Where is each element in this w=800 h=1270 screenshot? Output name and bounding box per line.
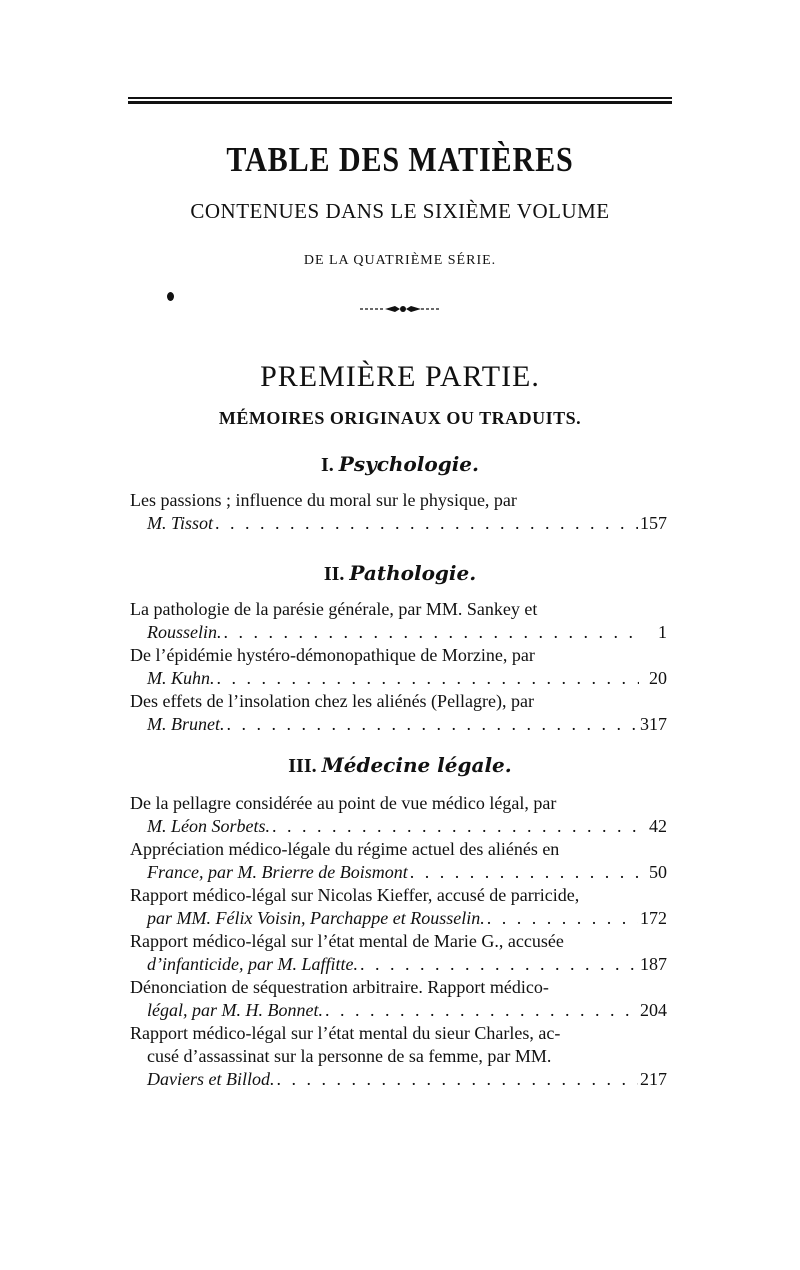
section-heading-psychologie [0,452,800,477]
toc-entry[interactable] [130,792,667,838]
dot-leader [226,713,638,736]
toc-entry[interactable] [130,489,667,535]
entry-author: M. Kuhn. [147,668,215,688]
entry-author: M. Léon Sorbets. [147,816,270,836]
toc-entry[interactable] [130,976,667,1022]
entry-page: 317 [640,714,667,734]
section-number: III. [288,755,317,777]
section-entries [130,489,667,535]
fleuron-ornament-icon [0,297,800,321]
entry-page: 187 [640,954,667,974]
section-entries [130,598,667,736]
series-line: DE LA QUATRIÈME SÉRIE. [303,253,497,268]
entry-text-continuation: cusé d’assassinat sur la personne de sa femme, par MM. [147,1046,552,1066]
entry-text: Les passions ; influence du moral sur le physique, par [130,490,517,510]
entry-page: 217 [640,1069,667,1089]
dot-leader [276,1068,638,1091]
entry-author: légal, par M. H. Bonnet. [147,1000,323,1020]
entry-text: Appréciation médico-légale du régime actuel des aliénés en [130,839,560,859]
entry-page: 20 [649,668,667,688]
section-heading-medecine-legale [0,753,800,778]
entry-text: Des effets de l’insolation chez les aliénés (Pellagre), par [130,691,535,711]
entry-author: par MM. Félix Voisin, Parchappe et Rousselin. [147,908,485,928]
entry-text: Rapport médico-légal sur l’état mental de Marie G., accusée [130,931,564,951]
dot-leader [325,999,638,1022]
entry-text: Dénonciation de séquestration arbitraire. Rapport médico- [130,977,549,997]
entry-text: La pathologie de la parésie générale, par MM. Sankey et [130,599,538,619]
dot-leader [272,815,639,838]
entry-author: France, par M. Brierre de Boismont [147,862,408,882]
entry-page: 1 [658,622,667,642]
entry-author: M. Tissot [147,513,214,533]
dot-leader [215,512,638,535]
entry-page: 157 [640,513,667,533]
part-title: PREMIÈRE PARTIE. [260,360,540,393]
entry-text: De la pellagre considérée au point de vue médico légal, par [130,793,557,813]
ink-speck [167,292,174,301]
toc-entry[interactable] [130,690,667,736]
entry-author: Rousselin. [147,622,222,642]
entry-text: Rapport médico-légal sur Nicolas Kieffer, accusé de parricide, [130,885,580,905]
rule-line-thick [128,101,672,104]
entry-text: Rapport médico-légal sur l’état mental du sieur Charles, ac- [130,1023,561,1043]
dot-leader [487,907,638,930]
dot-leader [224,621,640,644]
section-number: II. [323,563,345,585]
entry-page: 42 [649,816,667,836]
top-double-rule [128,97,672,104]
entry-text: De l’épidémie hystéro-démonopathique de Morzine, par [130,645,535,665]
toc-entry[interactable] [130,884,667,930]
page-title: TABLE DES MATIÈRES [226,140,574,179]
dot-leader [360,953,638,976]
section-entries [130,792,667,1091]
entry-page: 50 [649,862,667,882]
section-heading-pathologie [0,561,800,586]
section-name: Médecine légale. [321,753,512,777]
entry-author: M. Brunet. [147,714,225,734]
section-name: Psychologie. [338,452,479,476]
toc-entry[interactable] [130,598,667,644]
page-subtitle: CONTENUES DANS LE SIXIÈME VOLUME [190,199,610,223]
dot-leader [410,861,639,884]
part-subtitle: MÉMOIRES ORIGINAUX OU TRADUITS. [218,408,582,428]
entry-page: 172 [640,908,667,928]
toc-entry[interactable] [130,838,667,884]
rule-line-thin [128,97,672,99]
toc-entry[interactable] [130,644,667,690]
section-name: Pathologie. [349,561,477,585]
entry-page: 204 [640,1000,667,1020]
dot-leader [217,667,640,690]
entry-author: Daviers et Billod. [147,1069,275,1089]
entry-author: d’infanticide, par M. Laffitte. [147,954,358,974]
toc-entry[interactable] [130,1022,667,1091]
section-number: I. [321,454,334,476]
toc-entry[interactable] [130,930,667,976]
